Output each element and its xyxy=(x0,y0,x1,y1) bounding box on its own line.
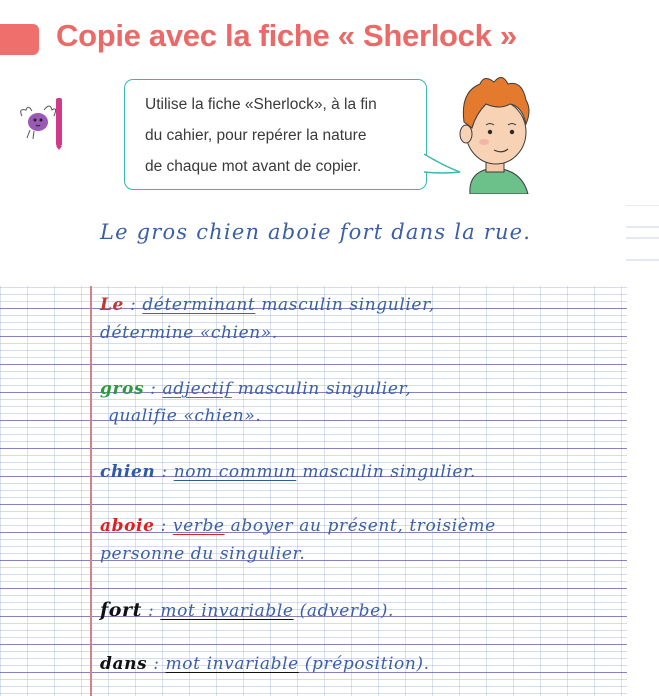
notebook-margin-line xyxy=(90,286,92,696)
analyzed-word: gros xyxy=(100,379,145,399)
analysis-entry-chien xyxy=(100,462,476,482)
analysis-entry-le-line2: détermine «chien». xyxy=(100,323,278,343)
analysis-entry-aboie-line2: personne du singulier. xyxy=(100,544,306,564)
bubble-line: du cahier, pour repérer la nature xyxy=(145,127,367,144)
word-details: masculin singulier. xyxy=(296,462,476,482)
separator: : xyxy=(144,379,163,399)
seyes-ruled-notebook xyxy=(0,286,627,696)
analysis-entry-aboie xyxy=(100,516,496,536)
separator: : xyxy=(155,462,174,482)
word-details: (préposition). xyxy=(298,654,430,674)
analysis-entry-gros-line2: qualifie «chien». xyxy=(108,406,262,426)
bird-pencil-mascot-icon xyxy=(16,94,66,150)
bubble-line: Utilise la fiche «Sherlock», à la fin xyxy=(145,96,377,113)
word-nature: adjectif xyxy=(162,379,232,399)
analysis-entry-le xyxy=(100,295,435,315)
section-marker xyxy=(0,24,39,55)
word-details: (adverbe). xyxy=(293,601,395,621)
separator: : xyxy=(142,601,161,621)
word-details: masculin singulier, xyxy=(231,379,412,399)
analyzed-word: chien xyxy=(100,462,156,482)
boy-character-illustration xyxy=(450,70,540,194)
analyzed-word: fort xyxy=(100,599,143,621)
separator: : xyxy=(123,295,143,315)
analysis-entry-fort xyxy=(100,599,394,621)
word-nature: mot invariable xyxy=(160,601,294,621)
example-sentence: Le gros chien aboie fort dans la rue. xyxy=(100,220,532,244)
separator: : xyxy=(154,516,173,536)
analyzed-word: aboie xyxy=(100,516,155,536)
ruled-paper-edge xyxy=(626,205,659,265)
bubble-line: de chaque mot avant de copier. xyxy=(145,158,362,175)
word-nature: verbe xyxy=(172,516,225,536)
separator: : xyxy=(147,654,166,674)
analysis-entry-gros xyxy=(100,379,411,399)
word-nature: mot invariable xyxy=(165,654,299,674)
analysis-entry-dans xyxy=(100,654,430,674)
word-nature: nom commun xyxy=(173,462,297,482)
word-nature: déterminant xyxy=(142,295,256,315)
word-details: masculin singulier, xyxy=(255,295,435,315)
instruction-bubble xyxy=(124,79,427,190)
word-details: aboyer au présent, troisième xyxy=(224,516,496,536)
page-title: Copie avec la fiche « Sherlock » xyxy=(56,18,517,53)
analyzed-word: Le xyxy=(100,295,124,315)
analyzed-word: dans xyxy=(100,654,148,674)
